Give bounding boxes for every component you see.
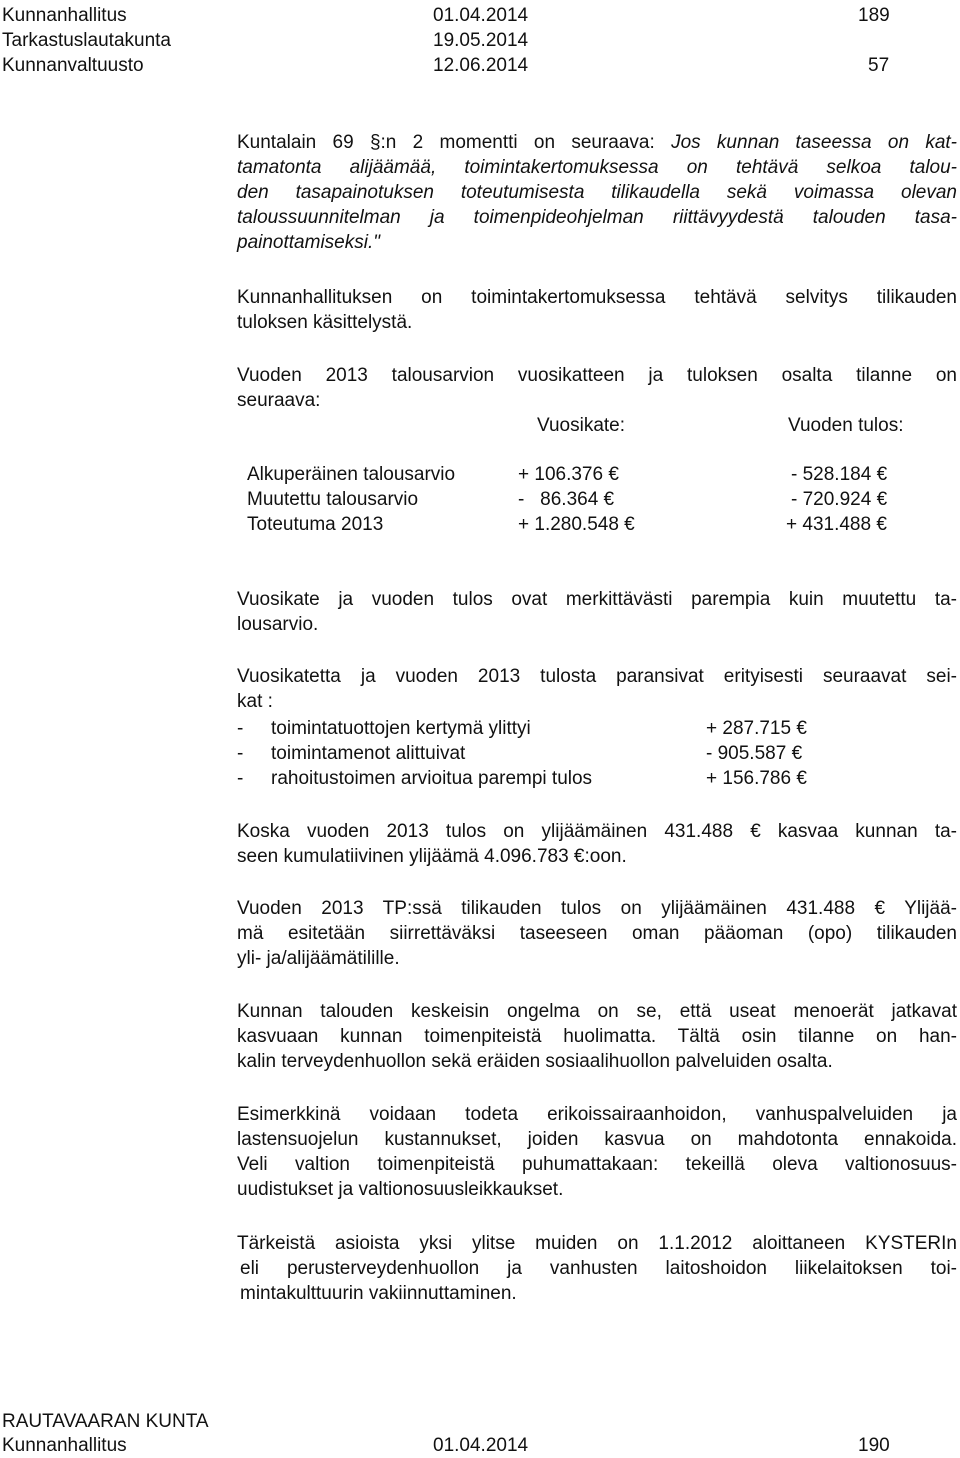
paragraph-line: yli- ja/alijäämätilille. xyxy=(237,948,400,969)
law-quote-italic: Jos kunnan taseessa on kat- xyxy=(671,132,957,153)
table-cell-vuosikate: + 1.280.548 € xyxy=(518,514,635,535)
financial-statement-paragraph xyxy=(237,896,957,971)
paragraph-line: seuraava: xyxy=(237,390,321,411)
law-quote-line: tamatonta alijäämää, toimintakertomuksessa on tehtävä selkoa talou- xyxy=(237,157,957,178)
column-header-vuosikate: Vuosikate: xyxy=(537,415,626,436)
header-number-3: 57 xyxy=(868,55,890,76)
list-item-value: - 905.587 € xyxy=(706,743,803,764)
organization-name: RAUTAVAARAN KUNTA xyxy=(2,1411,209,1432)
list-item-text: toimintatuottojen kertymä ylittyi xyxy=(271,718,531,739)
example-paragraph xyxy=(237,1102,957,1202)
list-dash: - xyxy=(237,768,244,789)
header-body-2: Tarkastuslautakunta xyxy=(2,30,171,51)
duty-paragraph xyxy=(237,285,957,335)
paragraph-line: kasvuaan kunnan toimenpiteistä huolimatta. Tältä osin tilanne on han- xyxy=(237,1026,957,1047)
law-quote-intro: Kuntalain 69 §:n 2 momentti on seuraava: xyxy=(237,132,672,153)
table-row-label: Muutettu talousarvio xyxy=(247,489,419,510)
table-cell-tulos: + 431.488 € xyxy=(786,514,887,535)
law-quote-line: taloussuunnitelman ja toimenpideohjelman riittävyydestä talouden tasa- xyxy=(237,207,957,228)
law-quote-line xyxy=(237,130,957,155)
paragraph-line: kalin terveydenhuollon sekä eräiden sosiaalihuollon palveluiden osalta. xyxy=(237,1051,833,1072)
result-comparison-paragraph xyxy=(237,587,957,637)
paragraph-line: lousarvio. xyxy=(237,614,319,635)
law-quote-line: den tasapainotuksen toteutumisesta tilikaudella sekä voimassa olevan xyxy=(237,182,957,203)
paragraph-line: Tärkeistä asioista yksi ylitse muiden on 1.1.2012 aloittaneen KYSTERIn xyxy=(237,1233,957,1254)
table-cell-tulos: - 528.184 € xyxy=(791,464,888,485)
column-header-tulos: Vuoden tulos: xyxy=(788,415,904,436)
paragraph-line: kat : xyxy=(237,691,273,712)
paragraph-line: Kunnan talouden keskeisin ongelma on se, että useat menoerät jatkavat xyxy=(237,1001,957,1022)
footer-number: 190 xyxy=(858,1435,890,1456)
law-quote-line: painottamiseksi." xyxy=(237,232,380,253)
table-cell-vuosikate: + 106.376 € xyxy=(518,464,619,485)
paragraph-line: Esimerkkinä voidaan todeta erikoissairaanhoidon, vanhuspalveluiden ja xyxy=(237,1104,957,1125)
list-item-value: + 156.786 € xyxy=(706,768,807,789)
paragraph-line: Kunnanhallituksen on toimintakertomuksessa tehtävä selvitys tilikauden xyxy=(237,287,957,308)
budget-intro-paragraph xyxy=(237,363,957,413)
paragraph-line: Vuosikate ja vuoden tulos ovat merkittävästi parempia kuin muutettu ta- xyxy=(237,589,957,610)
list-item-text: rahoitustoimen arvioitua parempi tulos xyxy=(271,768,593,789)
paragraph-line: mintakulttuurin vakiinnuttaminen. xyxy=(240,1283,517,1304)
paragraph-line: Vuoden 2013 TP:ssä tilikauden tulos on ylijäämäinen 431.488 € Ylijää- xyxy=(237,898,957,919)
paragraph-line: seen kumulatiivinen ylijäämä 4.096.783 €:oon. xyxy=(237,846,627,867)
header-body-3: Kunnanvaltuusto xyxy=(2,55,144,76)
table-cell-tulos: - 720.924 € xyxy=(791,489,888,510)
footer-date: 01.04.2014 xyxy=(433,1435,529,1456)
paragraph-line: eli perusterveydenhuollon ja vanhusten laitoshoidon liikelaitoksen toi- xyxy=(240,1258,957,1279)
header-date-2: 19.05.2014 xyxy=(433,30,529,51)
paragraph-line: tuloksen käsittelystä. xyxy=(237,312,413,333)
list-item-text: toimintamenot alittuivat xyxy=(271,743,466,764)
list-item-value: + 287.715 € xyxy=(706,718,807,739)
list-dash: - xyxy=(237,718,244,739)
header-body-1: Kunnanhallitus xyxy=(2,5,127,26)
paragraph-line: uudistukset ja valtionosuusleikkaukset. xyxy=(237,1179,564,1200)
problem-paragraph xyxy=(237,999,957,1074)
paragraph-line: lastensuojelun kustannukset, joiden kasvua on mahdotonta ennakoida. xyxy=(237,1129,957,1150)
paragraph-line: Veli valtion toimenpiteistä puhumattakaan: tekeillä oleva valtionosuus- xyxy=(237,1154,957,1175)
footer-body: Kunnanhallitus xyxy=(2,1435,127,1456)
factors-paragraph xyxy=(237,664,957,714)
surplus-paragraph xyxy=(237,819,957,869)
header-number-1: 189 xyxy=(858,5,890,26)
paragraph-line: Vuoden 2013 talousarvion vuosikatteen ja tuloksen osalta tilanne on xyxy=(237,365,957,386)
paragraph-line: mä esitetään siirrettäväksi taseeseen oman pääoman (opo) tilikauden xyxy=(237,923,957,944)
kyster-paragraph xyxy=(237,1231,957,1306)
table-row-label: Toteutuma 2013 xyxy=(247,514,384,535)
list-dash: - xyxy=(237,743,244,764)
table-row-label: Alkuperäinen talousarvio xyxy=(247,464,456,485)
law-quote-paragraph xyxy=(237,130,957,255)
table-cell-vuosikate: - 86.364 € xyxy=(518,489,615,510)
header-date-1: 01.04.2014 xyxy=(433,5,529,26)
paragraph-line: Vuosikatetta ja vuoden 2013 tulosta paransivat erityisesti seuraavat sei- xyxy=(237,666,957,687)
header-date-3: 12.06.2014 xyxy=(433,55,529,76)
paragraph-line: Koska vuoden 2013 tulos on ylijäämäinen 431.488 € kasvaa kunnan ta- xyxy=(237,821,957,842)
